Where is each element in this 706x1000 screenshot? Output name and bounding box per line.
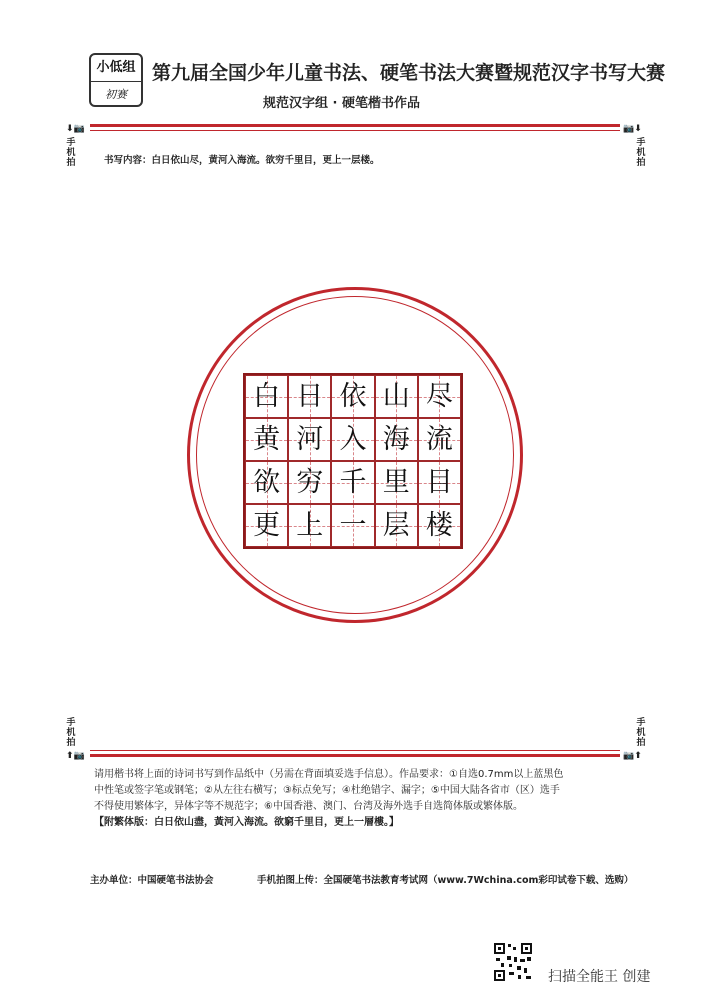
grid-cell: 层 bbox=[375, 504, 418, 547]
group-badge bbox=[89, 53, 143, 107]
grid-cell: 黄 bbox=[245, 418, 288, 461]
instructions-block bbox=[94, 767, 624, 831]
camera-icon-top-left: ⬇📷 bbox=[66, 124, 85, 134]
grid-cell: 白 bbox=[245, 375, 288, 418]
grid-cell: 千 bbox=[331, 461, 374, 504]
grid-cell: 楼 bbox=[418, 504, 461, 547]
top-divider-band bbox=[90, 124, 620, 134]
grid-cell: 上 bbox=[288, 504, 331, 547]
grid-cell: 山 bbox=[375, 375, 418, 418]
phone-shoot-label-top-left: 手 机 拍 bbox=[66, 138, 76, 168]
qr-code-icon bbox=[493, 942, 533, 982]
writing-content-line: 书写内容：白日依山尽，黄河入海流。欲穷千里目，更上一层楼。 bbox=[104, 155, 380, 166]
instructions-line: 请用楷书将上面的诗词书写到作品纸中（另需在背面填妥选手信息）。作品要求：①自选0.7mm以上蓝黑色 bbox=[94, 769, 564, 780]
grid-cell: 穷 bbox=[288, 461, 331, 504]
phone-shoot-label-bottom-left: 手 机 拍 bbox=[66, 718, 76, 748]
grid-cell: 更 bbox=[245, 504, 288, 547]
instructions-line: 不得使用繁体字，异体字等不规范字；⑥中国香港、澳门、台湾及海外选手自选简体版或繁体版。 bbox=[94, 801, 523, 812]
grid-cell: 入 bbox=[331, 418, 374, 461]
badge-group-label: 小低组 bbox=[91, 55, 141, 82]
grid-cell: 海 bbox=[375, 418, 418, 461]
grid-cell: 河 bbox=[288, 418, 331, 461]
bottom-divider-band bbox=[90, 750, 620, 760]
upload-info-text: 手机拍图上传：全国硬笔书法教育考试网（www.7Wchina.com彩印试卷下载、选购） bbox=[257, 875, 634, 886]
instructions-line: 中性笔或签字笔或钢笔；②从左往右横写；③标点免写；④杜绝错字、漏字；⑤中国大陆各省市（区）选手 bbox=[94, 785, 560, 796]
camera-icon-bottom-right: 📷⬆ bbox=[623, 751, 642, 761]
grid-cell: 尽 bbox=[418, 375, 461, 418]
page-title: 第九届全国少年儿童书法、硬笔书法大赛暨规范汉字书写大赛 bbox=[152, 62, 666, 84]
traditional-version-note: 【附繁体版：白日依山盡，黃河入海流。欲窮千里目，更上一層樓。】 bbox=[94, 817, 399, 828]
scanner-watermark-text: 扫描全能王 创建 bbox=[548, 969, 651, 985]
camera-icon-top-right: 📷⬇ bbox=[623, 124, 642, 134]
phone-shoot-label-top-right: 手 机 拍 bbox=[636, 138, 646, 168]
camera-icon-bottom-left: ⬆📷 bbox=[66, 751, 85, 761]
organizer-text: 主办单位：中国硬笔书法协会 bbox=[90, 875, 214, 886]
badge-round-label: 初赛 bbox=[105, 88, 127, 101]
phone-shoot-label-bottom-right: 手 机 拍 bbox=[636, 718, 646, 748]
grid-cell: 日 bbox=[288, 375, 331, 418]
grid-cell: 目 bbox=[418, 461, 461, 504]
grid-cell: 依 bbox=[331, 375, 374, 418]
grid-cell: 流 bbox=[418, 418, 461, 461]
grid-cell: 里 bbox=[375, 461, 418, 504]
character-grid bbox=[243, 373, 463, 549]
grid-cell: 一 bbox=[331, 504, 374, 547]
grid-cell: 欲 bbox=[245, 461, 288, 504]
page-subtitle: 规范汉字组 · 硬笔楷书作品 bbox=[263, 96, 420, 111]
